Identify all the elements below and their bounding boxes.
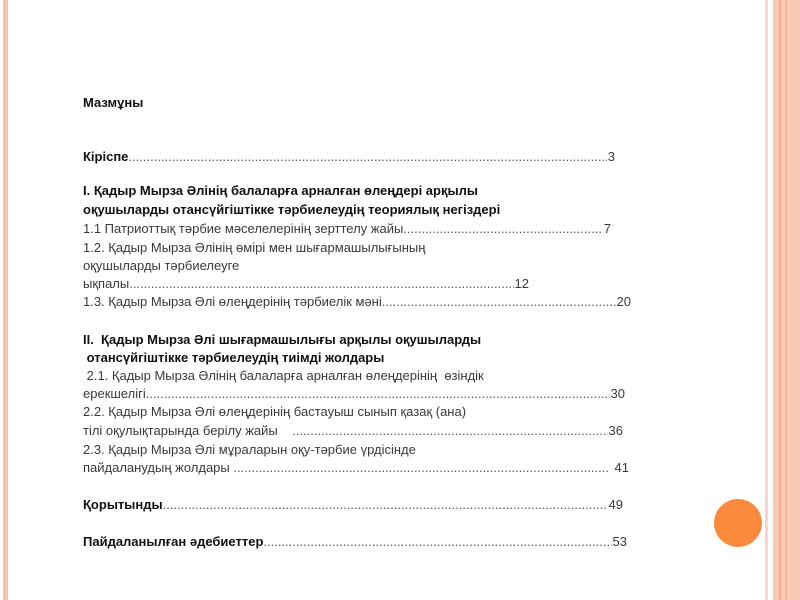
entry-label: тілі оқулықтарында берілу жайы bbox=[83, 423, 293, 438]
entry-label: 1.3. Қадыр Мырза Әлі өлеңдерінің тәрбиелік мәні bbox=[83, 294, 382, 309]
toc-entry-2-3-line: 2.3. Қадыр Мырза Әлі мұраларын оқу-тәрбие үрдісінде bbox=[83, 442, 416, 457]
dot-leader bbox=[292, 423, 607, 439]
entry-label: Кіріспе bbox=[83, 149, 129, 164]
page-number: 53 bbox=[612, 534, 627, 549]
page-number: 3 bbox=[607, 149, 615, 164]
toc-entry-2-2-line: 2.2. Қадыр Мырза Әлі өлеңдерінің бастауыш сынып қазақ (ана) bbox=[83, 404, 467, 419]
chapter-1-title: I. Қадыр Мырза Әлінің балаларға арналған өлеңдері арқылы bbox=[83, 183, 478, 198]
dot-leader bbox=[403, 221, 602, 237]
dot-leader bbox=[233, 460, 610, 476]
toc-entry-1-2-line: оқушыларды тәрбиелеуге bbox=[83, 258, 240, 273]
orange-circle-decoration bbox=[714, 499, 762, 547]
entry-label: 1.1 Патриоттық тәрбие мәселелерінің зерттелу жайы bbox=[83, 221, 404, 236]
chapter-1-title-cont: оқушыларды отансүйгіштікке тәрбиелеудің теориялық негіздері bbox=[83, 202, 501, 217]
chapter-2-title-cont: отансүйгіштікке тәрбиелеудің тиімді жолдары bbox=[83, 350, 385, 365]
dot-leader bbox=[382, 294, 616, 310]
page-number: 12 bbox=[514, 276, 529, 291]
toc-entry-intro[interactable] bbox=[83, 149, 615, 165]
toc-entry-2-2[interactable] bbox=[83, 423, 623, 439]
page-number: 36 bbox=[608, 423, 623, 438]
toc-entry-conclusion[interactable] bbox=[83, 497, 623, 513]
page-number: 7 bbox=[603, 221, 611, 236]
page-number: 20 bbox=[616, 294, 631, 309]
toc-entry-1-1[interactable] bbox=[83, 221, 611, 237]
toc-entry-2-1[interactable] bbox=[83, 386, 625, 402]
left-border-decoration bbox=[3, 0, 8, 600]
entry-label: Қорытынды bbox=[83, 497, 163, 512]
dot-leader bbox=[129, 276, 513, 292]
toc-title: Мазмұны bbox=[83, 95, 144, 110]
chapter-2-title: II. Қадыр Мырза Әлі шығармашылығы арқылы оқушыларды bbox=[83, 332, 482, 347]
entry-label: Пайдаланылған әдебиеттер bbox=[83, 534, 264, 549]
entry-label: ерекшелігі bbox=[83, 386, 146, 401]
dot-leader bbox=[263, 534, 611, 550]
entry-label: ықпалы bbox=[83, 276, 130, 291]
right-border-line bbox=[765, 0, 768, 600]
toc-entry-2-3[interactable] bbox=[83, 460, 629, 476]
page-number: 41 bbox=[610, 460, 629, 475]
right-border-line bbox=[785, 0, 787, 600]
right-border-line bbox=[779, 0, 781, 600]
page-number: 30 bbox=[610, 386, 625, 401]
dot-leader bbox=[146, 386, 610, 402]
entry-label: пайдаланудың жолдары bbox=[83, 460, 234, 475]
dot-leader bbox=[128, 149, 606, 165]
toc-entry-1-2-line: 1.2. Қадыр Мырза Әлінің өмірі мен шығармашылығының bbox=[83, 240, 426, 255]
dot-leader bbox=[163, 497, 608, 513]
toc-entry-1-2[interactable] bbox=[83, 276, 529, 292]
toc-entry-2-1-line: 2.1. Қадыр Мырза Әлінің балаларға арналған өлеңдерінің өзіндік bbox=[83, 368, 484, 383]
toc-entry-references[interactable] bbox=[83, 534, 627, 550]
toc-entry-1-3[interactable] bbox=[83, 294, 631, 310]
page-number: 49 bbox=[608, 497, 623, 512]
